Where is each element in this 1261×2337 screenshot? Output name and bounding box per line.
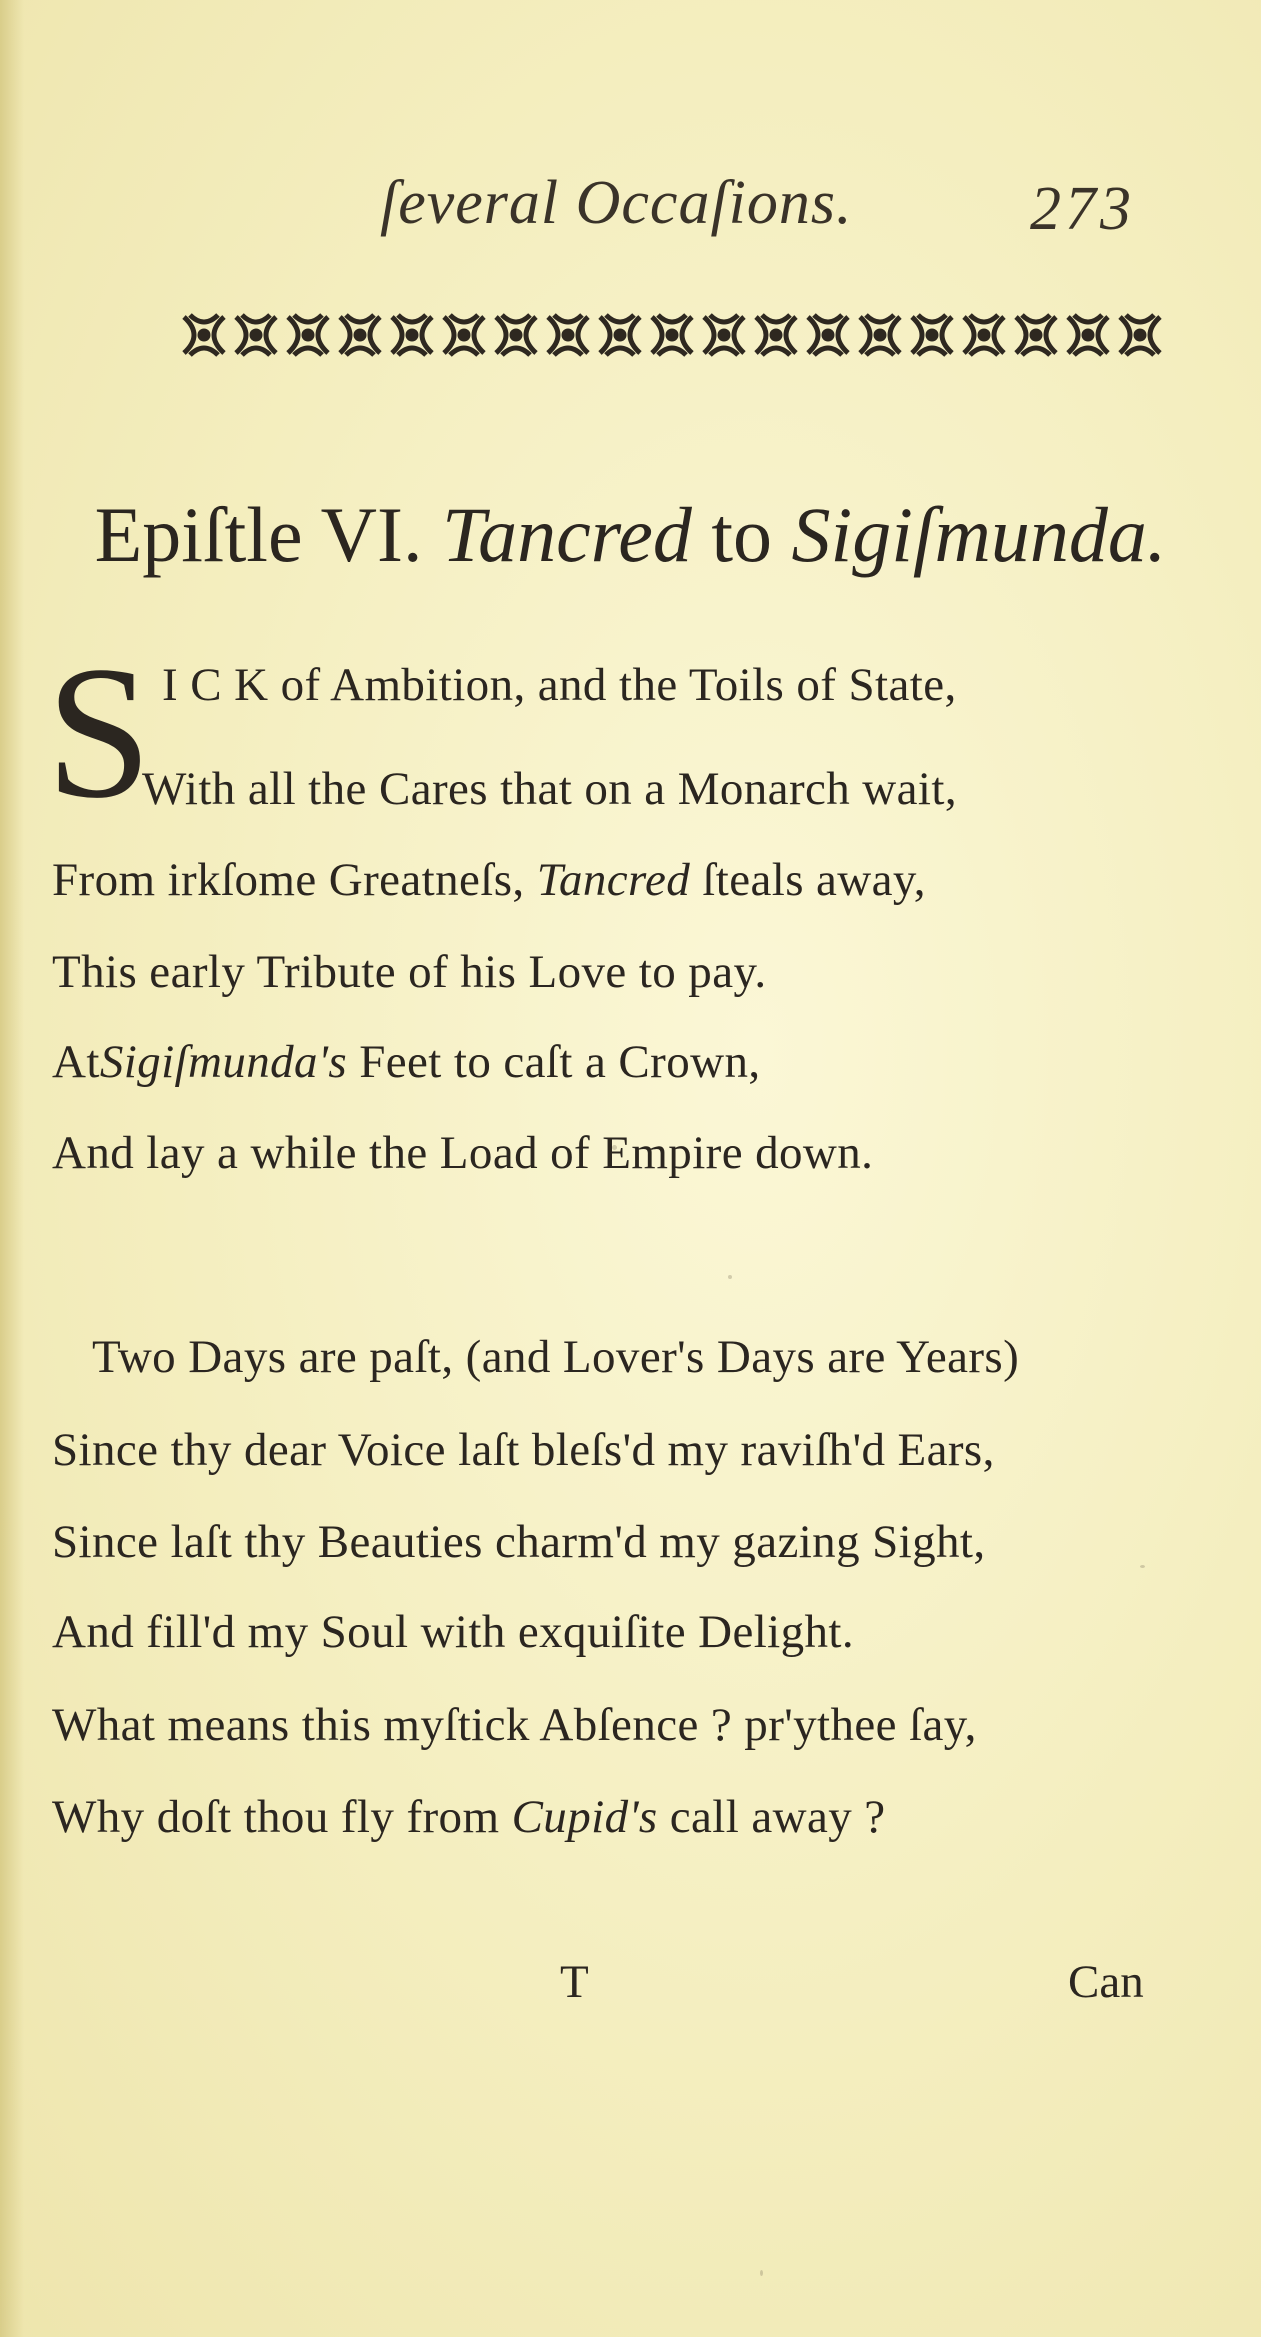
ornament-unit [392,315,432,355]
verse-text: At [52,1036,100,1088]
verse-name: Cupid's [511,1791,658,1843]
verse-text: call away ? [669,1791,886,1843]
paper-speck [612,1145,617,1150]
ornament-unit [548,315,588,355]
ornament-unit [1068,315,1108,355]
catchword: Can [1068,1956,1144,2008]
ornament-unit [704,315,744,355]
ornament-unit [1016,315,1056,355]
paper-speck [760,2270,763,2276]
ornament-unit [1120,315,1160,355]
paper-speck [1140,1565,1145,1568]
verse-name: Tancred [536,854,691,906]
epistle-number: Epiſtle VI. [94,491,423,578]
verse-line: This early Tribute of his Love to pay. [52,946,767,998]
verse-line: With all the Cares that on a Monarch wait, [142,763,957,815]
ornament-unit [912,315,952,355]
epistle-sender: Tancred [441,491,692,578]
epistle-title [0,490,1261,580]
verse-text: I C K of Ambition, and the Toils of State, [162,659,957,711]
verse-line [52,1035,761,1089]
ornament-unit [652,315,692,355]
ornament-unit [808,315,848,355]
ornament-unit [496,315,536,355]
verse-line [162,658,957,712]
ornament-unit [600,315,640,355]
running-title: ſeveral Occaſions. [380,169,853,237]
verse-text: ſteals away, [702,854,926,906]
epistle-to: to [711,491,773,578]
drop-cap: S [46,628,152,838]
verse-text: Feet to caſt a Crown, [359,1036,761,1088]
verse-line: Since laſt thy Beauties charm'd my gazing Sight, [52,1516,986,1568]
verse-line: Since thy dear Voice laſt bleſs'd my raviſh'd Ears, [52,1424,995,1476]
ornament-unit [236,315,276,355]
verse-line: What means this myſtick Abſence ? pr'ythee ſay, [52,1699,977,1751]
verse-line: And fill'd my Soul with exquiſite Delight. [52,1606,855,1658]
ornament-unit [860,315,900,355]
verse-line [52,853,926,907]
ornament-unit [288,315,328,355]
ornament-unit [756,315,796,355]
page-gutter-shadow [0,0,24,2337]
ornament-unit [964,315,1004,355]
ornament-unit [184,315,224,355]
verse-line: And lay a while the Load of Empire down. [52,1127,874,1179]
verse-text: From irkſome Greatneſs, [52,854,525,906]
signature-mark: T [560,1956,589,2008]
verse-line [52,1790,886,1844]
verse-line: Two Days are paſt, (and Lover's Days are Years) [92,1331,1020,1383]
epistle-recipient: Sigiſmunda. [791,491,1167,578]
ornament-unit [444,315,484,355]
verse-name: Sigiſmunda's [99,1036,348,1088]
verse-text: Why doſt thou fly from [52,1791,500,1843]
paper-speck [728,1275,732,1279]
printers-ornament-icon [178,310,1198,360]
running-head [0,168,1261,248]
ornament-unit [340,315,380,355]
page-number: 273 [1030,175,1135,243]
